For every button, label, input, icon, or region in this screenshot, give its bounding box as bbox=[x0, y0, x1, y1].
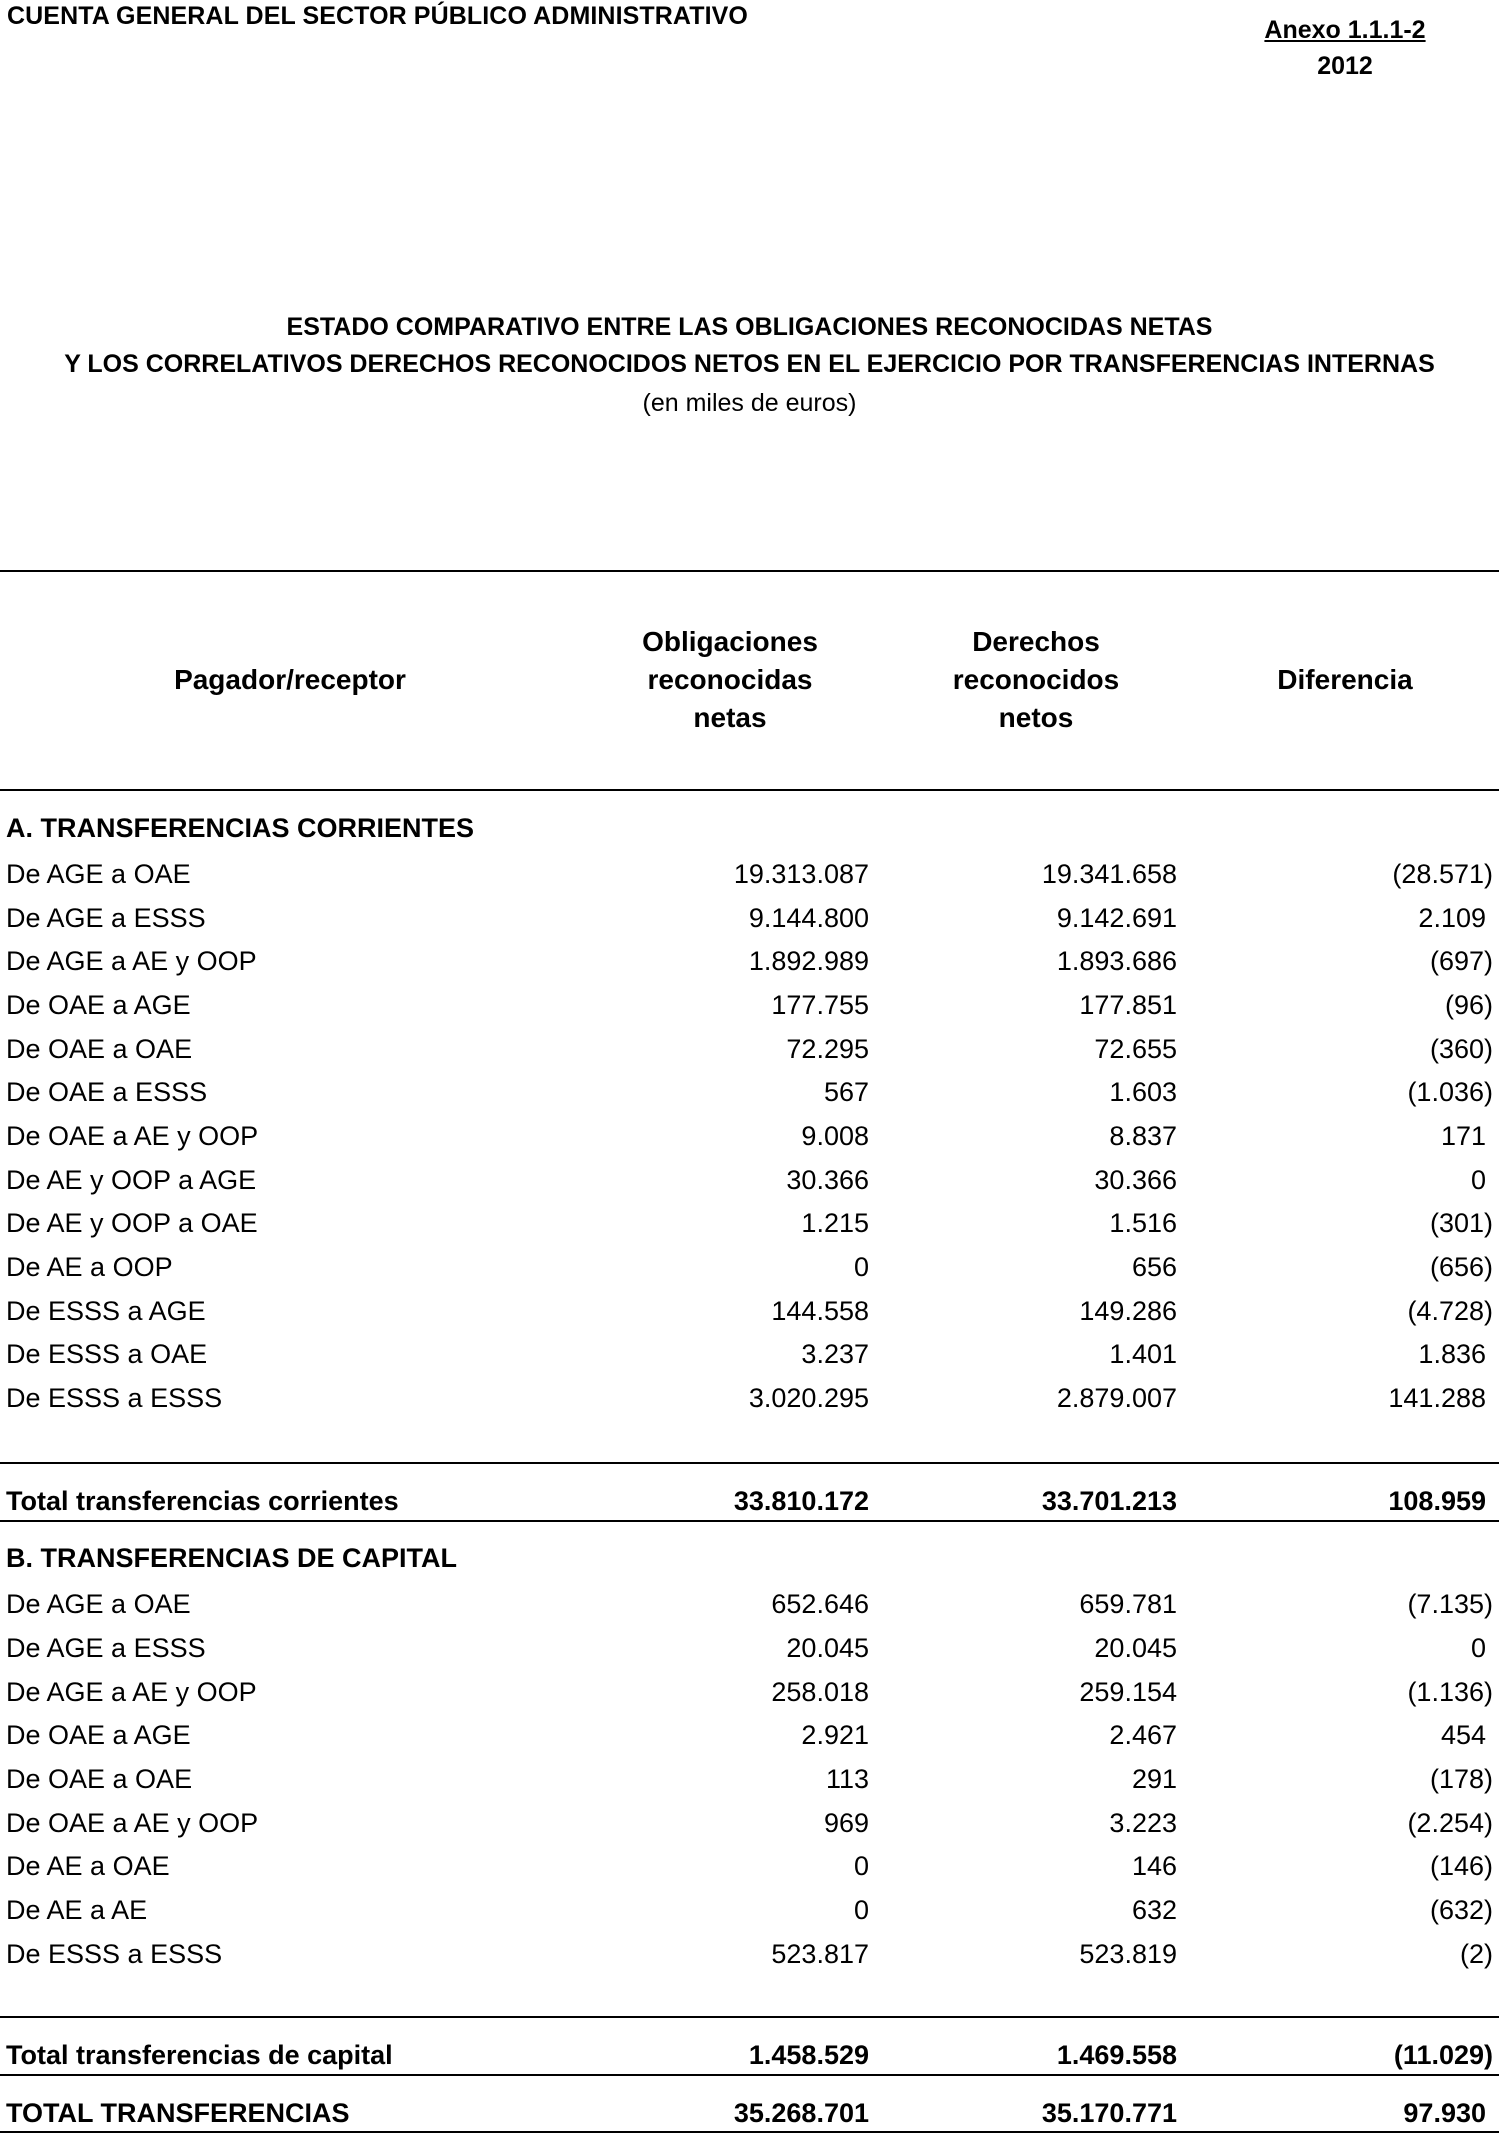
section-title-capital: B. TRANSFERENCIAS DE CAPITAL bbox=[6, 1543, 458, 1573]
table-row bbox=[0, 1716, 1499, 1756]
row-label: Total transferencias de capital bbox=[6, 2040, 393, 2070]
obligations-value: 144.558 bbox=[771, 1296, 869, 1326]
difference-value: (146) bbox=[1429, 1851, 1493, 1881]
table-top-rule bbox=[0, 570, 1499, 572]
year-label: 2012 bbox=[1317, 52, 1373, 80]
table-row bbox=[0, 1891, 1499, 1931]
difference-value: (301) bbox=[1429, 1208, 1493, 1238]
obligations-value: 0 bbox=[853, 1252, 869, 1282]
table-row bbox=[0, 855, 1499, 895]
row-label: Total transferencias corrientes bbox=[6, 1486, 399, 1516]
row-label: De AE a OOP bbox=[6, 1252, 173, 1282]
difference-value: (1.136) bbox=[1407, 1677, 1493, 1707]
rights-value: 177.851 bbox=[1079, 990, 1177, 1020]
row-label: De ESSS a ESSS bbox=[6, 1383, 223, 1413]
obligations-value: 567 bbox=[823, 1077, 869, 1107]
difference-value: (1.036) bbox=[1407, 1077, 1493, 1107]
rights-value: 2.467 bbox=[1109, 1720, 1177, 1750]
row-label: De AGE a OAE bbox=[6, 1589, 191, 1619]
title-line-2: Y LOS CORRELATIVOS DERECHOS RECONOCIDOS NETOS EN EL EJERCICIO POR TRANSFERENCIAS INTERNAS bbox=[64, 350, 1435, 378]
annex-label: Anexo 1.1.1-2 bbox=[1264, 16, 1426, 44]
table-row bbox=[0, 1379, 1499, 1419]
column-header-obligations-line: netas bbox=[693, 702, 767, 733]
obligations-value: 9.008 bbox=[801, 1121, 869, 1151]
obligations-value: 33.810.172 bbox=[733, 1486, 869, 1516]
row-label: De AE a AE bbox=[6, 1895, 148, 1925]
difference-value: (4.728) bbox=[1407, 1296, 1493, 1326]
difference-value: (2) bbox=[1460, 1939, 1493, 1969]
table-row bbox=[0, 899, 1499, 939]
row-label: De OAE a AE y OOP bbox=[6, 1808, 259, 1838]
column-header-rights-line: reconocidos bbox=[952, 664, 1120, 695]
obligations-value: 0 bbox=[853, 1851, 869, 1881]
obligations-value: 3.237 bbox=[801, 1339, 869, 1369]
row-label: De ESSS a OAE bbox=[6, 1339, 208, 1369]
row-label: TOTAL TRANSFERENCIAS bbox=[6, 2098, 350, 2128]
difference-value: (28.571) bbox=[1392, 859, 1493, 889]
rights-value: 656 bbox=[1131, 1252, 1177, 1282]
table-row bbox=[0, 1847, 1499, 1887]
obligations-value: 9.144.800 bbox=[748, 903, 869, 933]
table-row bbox=[0, 1073, 1499, 1113]
table-row bbox=[0, 1161, 1499, 1201]
table-row bbox=[0, 1204, 1499, 1244]
rights-value: 146 bbox=[1131, 1851, 1177, 1881]
rights-value: 259.154 bbox=[1079, 1677, 1177, 1707]
obligations-value: 19.313.087 bbox=[733, 859, 869, 889]
rights-value: 659.781 bbox=[1079, 1589, 1177, 1619]
row-label: De AGE a AE y OOP bbox=[6, 946, 257, 976]
subtotal-row-current bbox=[0, 1482, 1499, 1522]
column-header-obligations-line: Obligaciones bbox=[642, 626, 818, 657]
obligations-value: 969 bbox=[823, 1808, 869, 1838]
column-header-payer-label: Pagador/receptor bbox=[174, 664, 406, 695]
row-label: De ESSS a AGE bbox=[6, 1296, 206, 1326]
obligations-value: 0 bbox=[853, 1895, 869, 1925]
obligations-value: 652.646 bbox=[771, 1589, 869, 1619]
title-line-1: ESTADO COMPARATIVO ENTRE LAS OBLIGACIONES RECONOCIDAS NETAS bbox=[286, 313, 1213, 341]
column-header-payer bbox=[90, 661, 490, 699]
column-header-difference bbox=[1245, 661, 1445, 699]
obligations-value: 523.817 bbox=[771, 1939, 869, 1969]
row-label: De OAE a AE y OOP bbox=[6, 1121, 259, 1151]
obligations-value: 113 bbox=[825, 1764, 869, 1794]
rights-value: 19.341.658 bbox=[1041, 859, 1177, 889]
difference-value: (2.254) bbox=[1407, 1808, 1493, 1838]
row-label: De AGE a ESSS bbox=[6, 903, 206, 933]
rights-value: 20.045 bbox=[1094, 1633, 1177, 1663]
difference-value: 0 bbox=[1470, 1165, 1486, 1195]
table-row bbox=[0, 1117, 1499, 1157]
table-row bbox=[0, 1673, 1499, 1713]
rights-value: 33.701.213 bbox=[1041, 1486, 1177, 1516]
row-label: De OAE a OAE bbox=[6, 1764, 193, 1794]
obligations-value: 177.755 bbox=[771, 990, 869, 1020]
difference-value: 97.930 bbox=[1403, 2098, 1486, 2128]
row-label: De OAE a ESSS bbox=[6, 1077, 208, 1107]
difference-value: 454 bbox=[1440, 1720, 1486, 1750]
table-row bbox=[0, 1760, 1499, 1800]
row-label: De AGE a OAE bbox=[6, 859, 191, 889]
rights-value: 35.170.771 bbox=[1041, 2098, 1177, 2128]
difference-value: 0 bbox=[1470, 1633, 1486, 1663]
table-row bbox=[0, 1629, 1499, 1669]
row-label: De OAE a AGE bbox=[6, 1720, 191, 1750]
rights-value: 149.286 bbox=[1079, 1296, 1177, 1326]
obligations-value: 258.018 bbox=[771, 1677, 869, 1707]
rights-value: 1.893.686 bbox=[1056, 946, 1177, 976]
row-label: De AGE a ESSS bbox=[6, 1633, 206, 1663]
table-row bbox=[0, 1248, 1499, 1288]
rights-value: 291 bbox=[1131, 1764, 1177, 1794]
column-header-rights-line: Derechos bbox=[972, 626, 1100, 657]
table-row bbox=[0, 1030, 1499, 1070]
rights-value: 1.401 bbox=[1109, 1339, 1177, 1369]
subtotal-bottom-rule bbox=[0, 1520, 1499, 1522]
rights-value: 523.819 bbox=[1079, 1939, 1177, 1969]
table-row bbox=[0, 1585, 1499, 1625]
difference-value: 2.109 bbox=[1418, 903, 1486, 933]
row-label: De AE y OOP a OAE bbox=[6, 1208, 258, 1238]
column-header-obligations-line: reconocidas bbox=[647, 664, 813, 695]
row-label: De ESSS a ESSS bbox=[6, 1939, 223, 1969]
table-row bbox=[0, 1804, 1499, 1844]
difference-value: (697) bbox=[1429, 946, 1493, 976]
difference-value: 171 bbox=[1440, 1121, 1486, 1151]
subtotal-top-rule bbox=[0, 1462, 1499, 1464]
table-row bbox=[0, 1335, 1499, 1375]
rights-value: 2.879.007 bbox=[1056, 1383, 1177, 1413]
header-bottom-rule bbox=[0, 789, 1499, 791]
table-row bbox=[0, 1935, 1499, 1975]
rights-value: 632 bbox=[1131, 1895, 1177, 1925]
difference-value: 108.959 bbox=[1388, 1486, 1486, 1516]
rights-value: 1.516 bbox=[1109, 1208, 1177, 1238]
obligations-value: 72.295 bbox=[786, 1034, 869, 1064]
obligations-value: 1.892.989 bbox=[748, 946, 869, 976]
difference-value: (178) bbox=[1429, 1764, 1493, 1794]
units-note: (en miles de euros) bbox=[642, 389, 857, 417]
row-label: De AGE a AE y OOP bbox=[6, 1677, 257, 1707]
obligations-value: 1.458.529 bbox=[748, 2040, 869, 2070]
rights-value: 8.837 bbox=[1109, 1121, 1177, 1151]
difference-value: (632) bbox=[1429, 1895, 1493, 1925]
obligations-value: 35.268.701 bbox=[733, 2098, 869, 2128]
difference-value: (11.029) bbox=[1393, 2040, 1493, 2070]
column-header-obligations bbox=[600, 623, 860, 737]
grand-total-row bbox=[0, 2094, 1499, 2134]
organization-header: CUENTA GENERAL DEL SECTOR PÚBLICO ADMINISTRATIVO bbox=[7, 2, 748, 30]
table-row bbox=[0, 986, 1499, 1026]
section-title-current: A. TRANSFERENCIAS CORRIENTES bbox=[6, 813, 475, 843]
subtotal-bottom-rule bbox=[0, 2074, 1499, 2076]
table-row bbox=[0, 942, 1499, 982]
difference-value: (7.135) bbox=[1407, 1589, 1493, 1619]
rights-value: 9.142.691 bbox=[1056, 903, 1177, 933]
table-row bbox=[0, 1292, 1499, 1332]
rights-value: 1.469.558 bbox=[1056, 2040, 1177, 2070]
subtotal-row-capital bbox=[0, 2036, 1499, 2076]
obligations-value: 20.045 bbox=[786, 1633, 869, 1663]
subtotal-top-rule bbox=[0, 2016, 1499, 2018]
row-label: De AE a OAE bbox=[6, 1851, 170, 1881]
row-label: De OAE a AGE bbox=[6, 990, 191, 1020]
difference-value: 141.288 bbox=[1388, 1383, 1486, 1413]
rights-value: 3.223 bbox=[1109, 1808, 1177, 1838]
obligations-value: 1.215 bbox=[801, 1208, 869, 1238]
rights-value: 1.603 bbox=[1109, 1077, 1177, 1107]
table-bottom-rule bbox=[0, 2131, 1499, 2133]
row-label: De OAE a OAE bbox=[6, 1034, 193, 1064]
rights-value: 30.366 bbox=[1094, 1165, 1177, 1195]
column-header-rights-line: netos bbox=[998, 702, 1074, 733]
difference-value: 1.836 bbox=[1418, 1339, 1486, 1369]
obligations-value: 30.366 bbox=[786, 1165, 869, 1195]
difference-value: (656) bbox=[1429, 1252, 1493, 1282]
row-label: De AE y OOP a AGE bbox=[6, 1165, 257, 1195]
difference-value: (360) bbox=[1429, 1034, 1493, 1064]
rights-value: 72.655 bbox=[1094, 1034, 1177, 1064]
column-header-difference-label: Diferencia bbox=[1277, 664, 1413, 695]
obligations-value: 3.020.295 bbox=[748, 1383, 869, 1413]
difference-value: (96) bbox=[1444, 990, 1493, 1020]
obligations-value: 2.921 bbox=[801, 1720, 869, 1750]
column-header-rights bbox=[906, 623, 1166, 737]
annex-block bbox=[1240, 12, 1450, 84]
